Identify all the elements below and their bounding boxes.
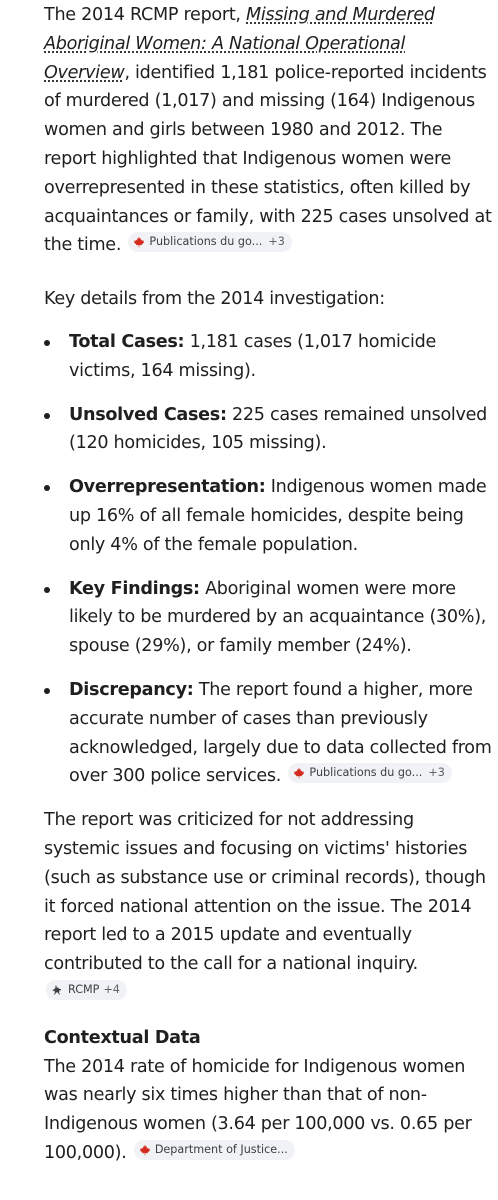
source-chip-label: RCMP <box>68 982 100 996</box>
list-item <box>44 328 492 386</box>
list-item-text: The report found a higher, more accurate number of cases than previously acknowledged, largely due to data collected from over 300 police services. <box>69 679 492 787</box>
list-item-label: Total Cases: <box>69 331 185 352</box>
contextual-data-text: The 2014 rate of homicide for Indigenous women was nearly six times higher than that of non-Indigenous women (3.64 per 100,000 vs. 0.65 per 100,000). <box>44 1056 472 1163</box>
contextual-data-heading: Contextual Data <box>44 1027 201 1048</box>
list-item-text: 1,181 cases (1,017 homicide victims, 164 missing). <box>69 331 436 381</box>
source-chip-label: Publications du go... <box>149 235 263 249</box>
maple-leaf-icon <box>139 1144 151 1156</box>
criticism-paragraph <box>44 806 492 1008</box>
list-item-text: 225 cases remained unsolved (120 homicides, 105 missing). <box>69 404 488 454</box>
bullet-dot <box>44 587 50 593</box>
list-item-text: Aboriginal women were more likely to be murdered by an acquaintance (30%), spouse (29%), or family member (24%). <box>69 578 487 657</box>
report-title-link[interactable]: Missing and Murdered Aboriginal Women: A National Operational Overview <box>44 5 435 83</box>
bullet-dot <box>44 688 50 694</box>
source-chip-more: +3 <box>428 766 445 780</box>
source-chip-label: Department of Justice... <box>154 1142 288 1156</box>
contextual-data-paragraph <box>44 1053 492 1168</box>
source-chip-more: +3 <box>268 235 285 249</box>
bullet-dot <box>44 413 50 419</box>
source-chip-label: Publications du go... <box>309 766 423 780</box>
list-item-label: Discrepancy: <box>69 679 194 700</box>
criticism-text: The report was criticized for not addressing systemic issues and focusing on victims' histories (such as substance use or criminal records), though it forced national attention on the issue. The 2014 report led to a 2015 update and eventually contributed to the call for a national inquiry. <box>44 810 486 975</box>
list-item <box>44 401 492 459</box>
maple-leaf-icon <box>293 767 305 779</box>
list-item-text: Indigenous women made up 16% of all female homicides, despite being only 4% of the female population. <box>69 477 487 555</box>
intro-paragraph <box>44 0 492 260</box>
key-details-list <box>44 328 492 791</box>
maple-leaf-icon <box>133 236 145 248</box>
source-chip-publications[interactable] <box>128 232 291 252</box>
list-item-label: Key Findings: <box>69 578 200 599</box>
intro-body-text: , identified 1,181 police-reported incidents of murdered (1,017) and missing (164) Indigenous women and girls between 1980 and 2012. The report highlighted that Indigenous women were overrepresented in these statistics, often killed by acquaintances or family, with 225 cases unsolved at the time. <box>44 62 492 256</box>
list-item <box>44 575 492 661</box>
key-details-intro: Key details from the 2014 investigation: <box>44 289 385 310</box>
source-chip-publications[interactable] <box>288 763 451 783</box>
list-item <box>44 473 492 559</box>
intro-lead-text: The 2014 RCMP report, <box>44 5 247 25</box>
bullet-dot <box>44 485 50 491</box>
answer-content <box>44 0 492 1168</box>
bullet-dot <box>44 340 50 346</box>
list-item <box>44 676 492 791</box>
source-chip-justice[interactable] <box>134 1140 295 1160</box>
source-chip-more: +4 <box>103 982 120 996</box>
list-item-label: Unsolved Cases: <box>69 404 227 425</box>
source-chip-rcmp[interactable] <box>46 980 127 1000</box>
list-item-label: Overrepresentation: <box>69 477 266 498</box>
rcmp-icon <box>51 984 63 996</box>
